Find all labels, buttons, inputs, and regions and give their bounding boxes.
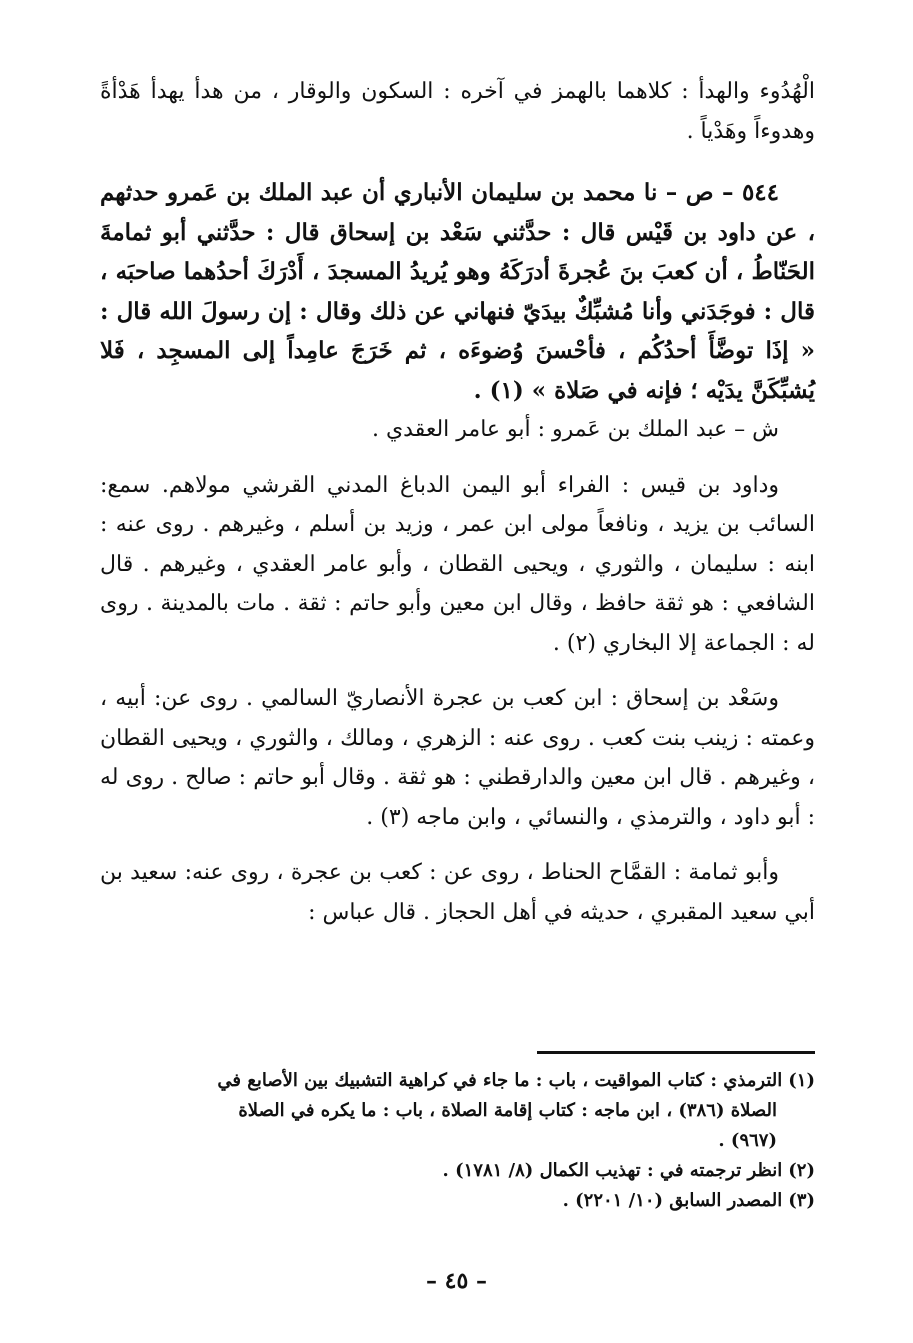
footnote-2 [100, 1156, 815, 1186]
paragraph-dawud-bin-qays: وداود بن قيس : الفراء أبو اليمن الدباغ المدني القرشي مولاهم. سمع: السائب بن يزيد ، ونافعاً مولى ابن عمر ، وزيد بن أسلم ، وغيرهم . روى عنه : ابنه : سليمان ، والثوري ، ويحيى القطان ، وأبو عامر العقدي ، وغيرهم . قال الشافعي : هو ثقة حافظ ، وقال ابن معين وأبو حاتم : ثقة . مات بالمدينة . روى له : الجماعة إلا البخاري (٢) . [100, 472, 815, 656]
paragraph-hadith-544: ٥٤٤ – ص – نا محمد بن سليمان الأنباري أن عبد الملك بن عَمرو حدثهم ، عن داود بن قَيْس قال : حدَّثني سَعْد بن إسحاق قال : حدَّثني أبو ثمامةَ الحَنّاطُ ، أن كعبَ بنَ عُجرةَ أدرَكَهُ وهو يُريدُ المسجدَ ، أَدْرَكَ أحدُهما صاحبَه ، قال : فوجَدَني وأنا مُشبِّكٌ بيدَيّ فنهاني عن ذلك وقال : إن رسولَ الله قال : « إذَا توضَّأَ أحدُكُم ، فأحْسنَ وُضوءَه ، ثم خَرَجَ عامِداً إلى المسجِد ، فَلا يُشبِّكَنَّ يدَيْه ؛ فإنه في صَلاة » (١) . [100, 179, 815, 404]
spacer [100, 151, 815, 173]
footnote-number: (٣) [788, 1190, 815, 1211]
footnote-text: الترمذي : كتاب المواقيت ، باب : ما جاء في كراهية التشبيك بين الأصابع في [217, 1070, 783, 1091]
footnote-1 [100, 1066, 815, 1096]
footnote-number: (٢) [788, 1160, 815, 1181]
footnote-number: (١) [788, 1070, 815, 1091]
spacer [100, 663, 815, 679]
footnote-1-continued: (٩٦٧) . [718, 1130, 777, 1151]
main-text [100, 72, 815, 932]
footnote-text: انظر ترجمته في : تهذيب الكمال (٨/ ١٧٨١) . [442, 1160, 783, 1181]
footnote-1-continued: الصلاة (٣٨٦) ، ابن ماجه : كتاب إقامة الصلاة ، باب : ما يكره في الصلاة [238, 1100, 777, 1121]
footnote-3 [100, 1186, 815, 1216]
paragraph-abu-thumama: وأبو ثمامة : القمَّاح الحناط ، روى عن : كعب بن عجرة ، روى عنه: سعيد بن أبي سعيد المقبري ، حديثه في أهل الحجاز . قال عباس : [100, 860, 815, 925]
footnotes [100, 1066, 815, 1216]
footnote-text: المصدر السابق (١٠/ ٢٢٠١) . [562, 1190, 783, 1211]
page-number: – ٤٥ – [426, 1268, 487, 1294]
spacer [100, 450, 815, 466]
paragraph-saad-bin-ishaq: وسَعْد بن إسحاق : ابن كعب بن عجرة الأنصاريّ السالمي . روى عن: أبيه ، وعمته : زينب بنت كعب . روى عنه : الزهري ، ومالك ، والثوري ، ويحيى القطان ، وغيرهم . قال ابن معين والدارقطني : هو ثقة . وقال أبو حاتم : صالح . روى له : أبو داود ، والترمذي ، والنسائي ، وابن ماجه (٣) . [100, 686, 815, 830]
paragraph-lexical-note: الْهُدُوء والهدأ : كلاهما بالهمز في آخره : السكون والوقار ، من هدأ يهدأ هَدْأةً وهدوءاً وهَدْياً . [100, 79, 815, 144]
paragraph-commentary-start: ش – عبد الملك بن عَمرو : أبو عامر العقدي . [371, 417, 779, 442]
spacer [100, 837, 815, 853]
footnote-separator [537, 1051, 815, 1054]
